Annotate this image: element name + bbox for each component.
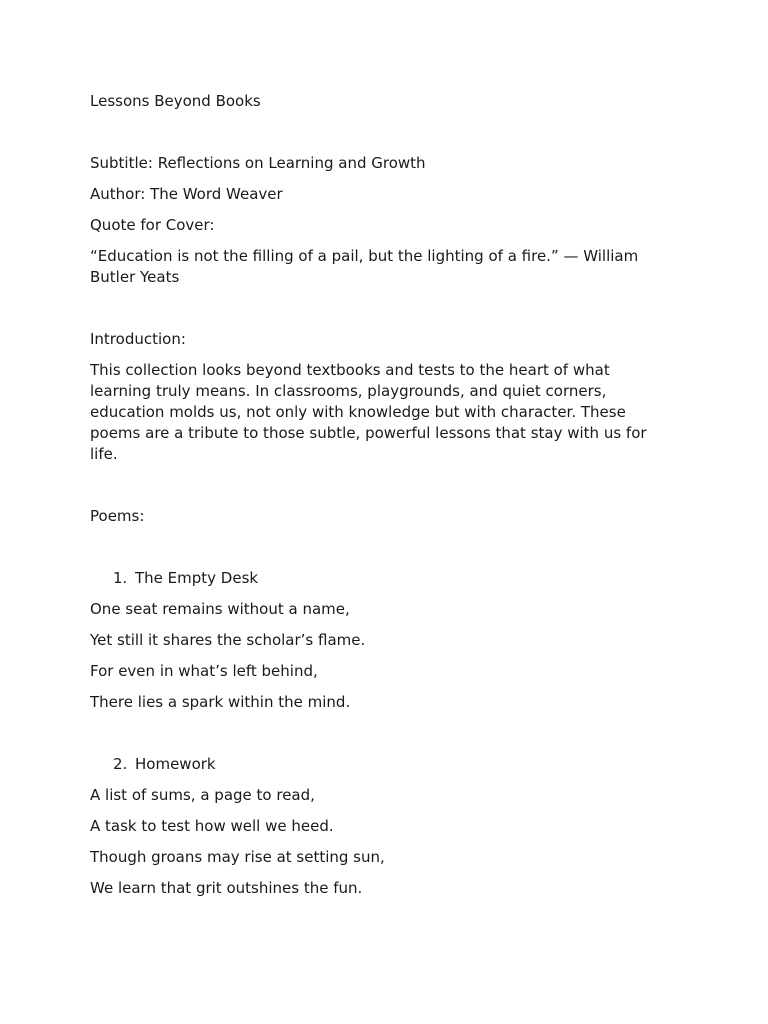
poem-title-empty-desk [90, 568, 660, 589]
document-title: Lessons Beyond Books [90, 92, 261, 110]
poem-line: We learn that grit outshines the fun. [90, 879, 363, 897]
document-subtitle: Subtitle: Reflections on Learning and Growth [90, 154, 426, 172]
poem-line: A task to test how well we heed. [90, 817, 334, 835]
list-number: 2. [113, 755, 128, 773]
poems-heading: Poems: [90, 507, 145, 525]
document-author: Author: The Word Weaver [90, 185, 283, 203]
cover-quote: “Education is not the filling of a pail, but the lighting of a fire.” — William Butler Yeats [90, 247, 639, 286]
poem-line: A list of sums, a page to read, [90, 786, 315, 804]
list-number: 1. [113, 569, 128, 587]
poem-title-homework [90, 754, 660, 775]
poem-title: Homework [135, 755, 216, 773]
introduction-heading: Introduction: [90, 330, 186, 348]
poem-line: There lies a spark within the mind. [90, 693, 351, 711]
quote-heading: Quote for Cover: [90, 216, 215, 234]
poem-title: The Empty Desk [135, 569, 259, 587]
document-page [90, 91, 660, 899]
poem-line: One seat remains without a name, [90, 600, 350, 618]
poem-line: Yet still it shares the scholar’s flame. [90, 631, 366, 649]
introduction-text: This collection looks beyond textbooks and tests to the heart of what learning truly means. In classrooms, playgrounds, and quiet corners, education molds us, not only with knowledge but with character. These poems are a tribute to those subtle, powerful lessons that stay with us for life. [90, 361, 647, 463]
poem-line: Though groans may rise at setting sun, [90, 848, 385, 866]
poem-line: For even in what’s left behind, [90, 662, 318, 680]
